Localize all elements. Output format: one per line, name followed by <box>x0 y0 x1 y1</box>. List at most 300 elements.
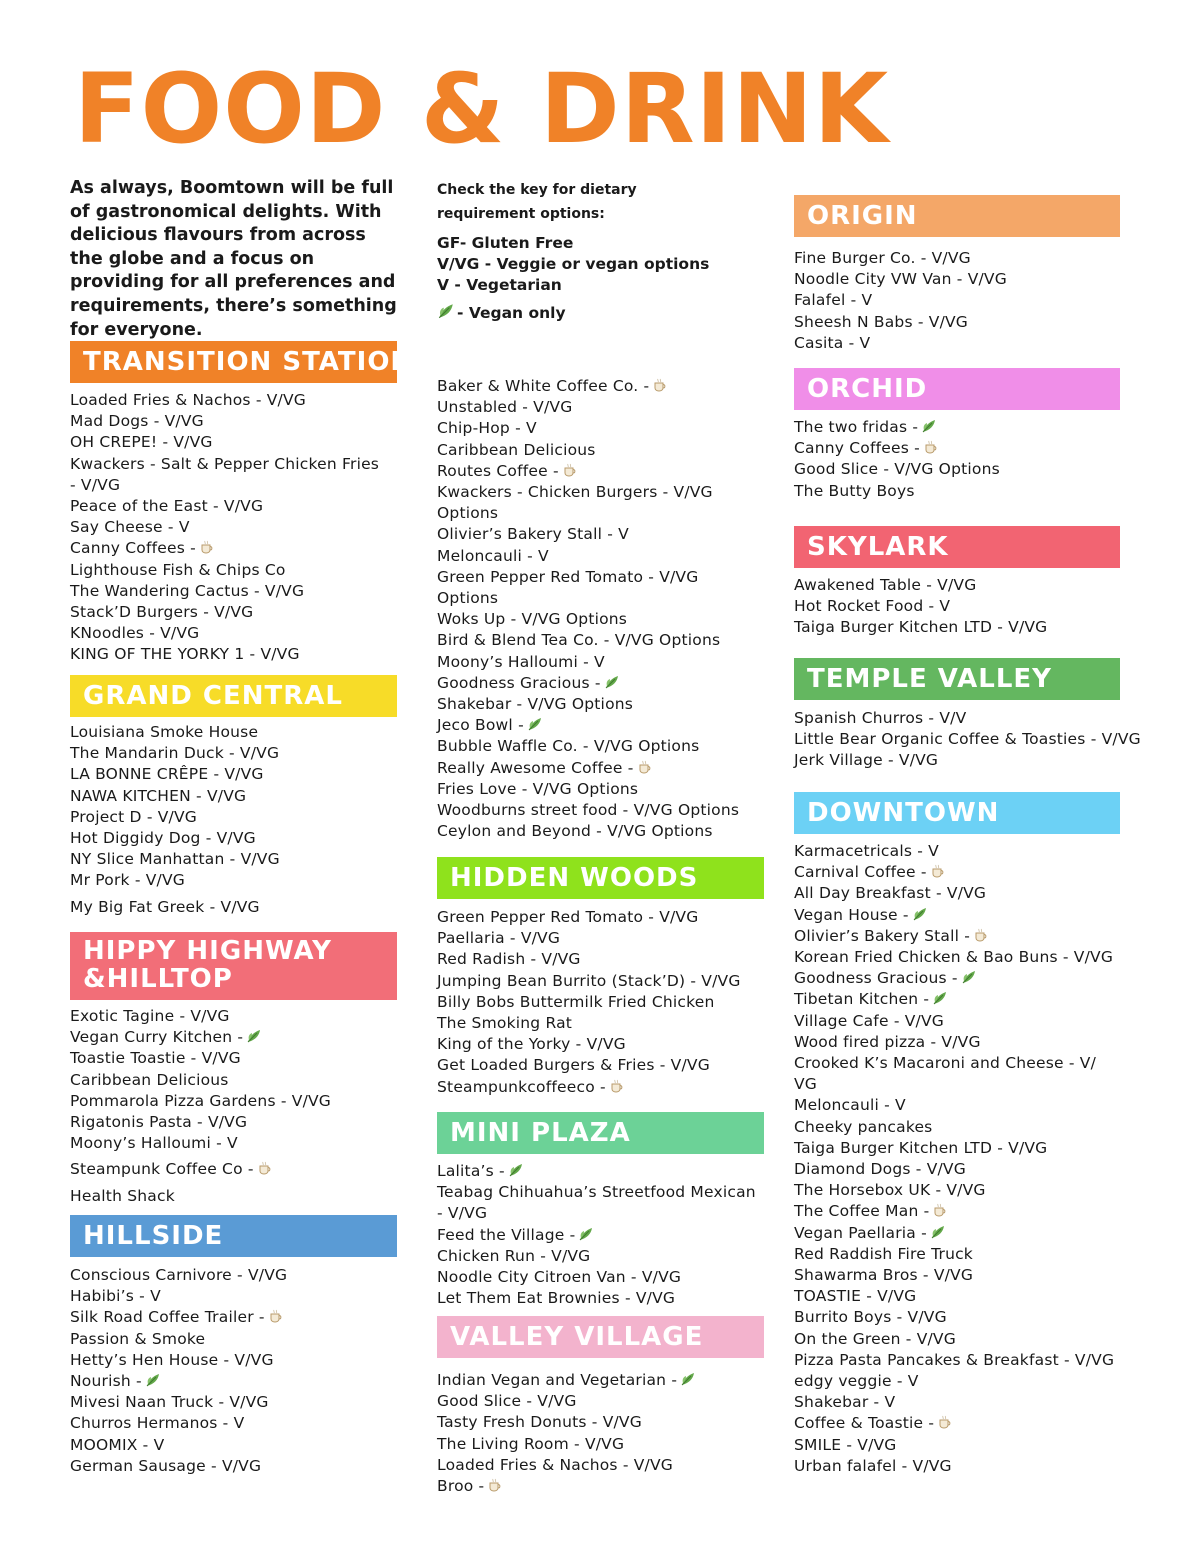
section-header-orchid: ORCHID <box>794 368 1120 410</box>
dietary-key <box>437 178 777 324</box>
list-item <box>794 1223 1114 1244</box>
list-item-label: Crooked K’s Macaroni and Cheese - V/ <box>794 1054 1096 1073</box>
list-item-label: Tibetan Kitchen - <box>794 990 930 1009</box>
section-header-hidden-woods: HIDDEN WOODS <box>437 857 764 899</box>
list-item-label: King of the Yorky - V/VG <box>437 1035 626 1054</box>
list-item-label: Woodburns street food - V/VG Options <box>437 801 740 820</box>
list-item <box>70 1027 331 1048</box>
list-item <box>794 312 1007 333</box>
list-origin <box>794 248 1007 354</box>
list-item-label: Falafel - V <box>794 291 873 310</box>
list-item-label: Meloncauli - V <box>794 1096 906 1115</box>
list-item <box>437 928 741 949</box>
key-heading <box>437 178 777 226</box>
list-item-label: Paellaria - V/VG <box>437 929 561 948</box>
list-item-label: Exotic Tagine - V/VG <box>70 1007 230 1025</box>
coffee-cup-icon <box>937 1414 953 1430</box>
list-item-label: Rigatonis Pasta - V/VG <box>70 1113 248 1132</box>
list-item <box>794 862 1114 883</box>
list-item <box>437 376 739 397</box>
coffee-cup-icon <box>609 1078 625 1094</box>
list-item <box>794 989 1114 1010</box>
list-item <box>70 1159 331 1180</box>
list-item-label: Good Slice - V/VG Options <box>794 460 1000 479</box>
list-item-label: Spanish Churros - V/V <box>794 709 967 727</box>
section-header-temple-valley: TEMPLE VALLEY <box>794 658 1120 700</box>
list-item <box>437 440 739 461</box>
list-item-label: Shakebar - V/VG Options <box>437 695 634 714</box>
list-item-label: Peace of the East - V/VG <box>70 497 264 516</box>
list-item-label: Stack’D Burgers - V/VG <box>70 603 254 622</box>
list-item-label: German Sausage - V/VG <box>70 1456 262 1475</box>
list-item <box>70 870 280 891</box>
list-item-label: Olivier’s Bakery Stall - <box>794 926 971 945</box>
list-item <box>70 390 379 411</box>
list-item <box>794 1244 1114 1265</box>
list-item-label: Lighthouse Fish & Chips Co <box>70 560 286 579</box>
list-item-label: Goodness Gracious - <box>794 969 958 988</box>
list-item-label: Pommarola Pizza Gardens - V/VG <box>70 1091 332 1110</box>
list-item-label: TOASTIE - V/VG <box>794 1287 917 1306</box>
list-item-label: Kwackers - Salt & Pepper Chicken Fries <box>70 454 380 473</box>
list-middle-top <box>437 376 739 842</box>
list-item <box>437 609 739 630</box>
list-item-label: Moony’s Halloumi - V <box>70 1134 238 1153</box>
list-item-label: Chicken Run - V/VG <box>437 1246 591 1265</box>
list-item-label: Woks Up - V/VG Options <box>437 610 628 629</box>
list-item <box>437 418 739 439</box>
list-item <box>70 743 280 764</box>
list-item-label: Lalita’s - <box>437 1162 505 1180</box>
list-item <box>70 807 280 828</box>
list-item-label: Routes Coffee - <box>437 461 559 480</box>
list-item <box>70 475 379 496</box>
list-item <box>70 1265 287 1286</box>
list-item <box>70 1091 331 1112</box>
list-item <box>437 397 739 418</box>
list-item-label: Good Slice - V/VG <box>437 1392 577 1411</box>
list-item-label: Kwackers - Chicken Burgers - V/VG <box>437 483 713 502</box>
list-item-label: Olivier’s Bakery Stall - V <box>437 525 629 544</box>
list-temple-valley <box>794 708 1141 772</box>
list-item-label: VG <box>794 1075 818 1094</box>
list-item <box>437 1182 756 1203</box>
list-item-label: Burrito Boys - V/VG <box>794 1308 947 1327</box>
list-item <box>70 644 379 665</box>
list-hillside <box>70 1265 287 1477</box>
list-item <box>70 432 379 453</box>
list-item-label: Bird & Blend Tea Co. - V/VG Options <box>437 631 721 650</box>
hippy-highway-title-line-1: HIPPY HIGHWAY <box>83 936 332 966</box>
list-item <box>70 1392 287 1413</box>
list-item-label: All Day Breakfast - V/VG <box>794 884 987 903</box>
list-item <box>437 673 739 694</box>
list-item <box>794 417 1000 438</box>
list-item-label: Louisiana Smoke House <box>70 723 259 741</box>
list-item-label: SMILE - V/VG <box>794 1435 897 1454</box>
list-item-label: Silk Road Coffee Trailer - <box>70 1308 265 1327</box>
list-item <box>437 588 739 609</box>
list-item <box>437 1055 741 1076</box>
section-header-mini-plaza: MINI PLAZA <box>437 1112 764 1154</box>
list-item <box>437 907 741 928</box>
leaf-icon <box>921 418 937 434</box>
list-item-label: Urban falafel - V/VG <box>794 1456 952 1475</box>
list-item-label: Goodness Gracious - <box>437 673 601 692</box>
list-item <box>794 575 1047 596</box>
list-item <box>794 750 1141 771</box>
list-item-label: Steampunk Coffee Co - <box>70 1160 254 1179</box>
list-item-label: Korean Fried Chicken & Bao Buns - V/VG <box>794 948 1114 967</box>
list-item-label: Really Awesome Coffee - <box>437 758 634 777</box>
list-skylark <box>794 575 1047 639</box>
list-item-label: OH CREPE! - V/VG <box>70 433 213 452</box>
section-header-valley-village: VALLEY VILLAGE <box>437 1316 764 1358</box>
list-item-label: Green Pepper Red Tomato - V/VG <box>437 567 699 586</box>
list-item-label: KING OF THE YORKY 1 - V/VG <box>70 645 300 664</box>
leaf-icon <box>246 1028 262 1044</box>
list-item <box>794 1053 1114 1074</box>
list-item <box>794 708 1141 729</box>
list-item <box>794 481 1000 502</box>
list-item-label: Moony’s Halloumi - V <box>437 652 605 671</box>
list-item <box>794 926 1114 947</box>
list-item <box>794 333 1007 354</box>
list-item <box>70 602 379 623</box>
list-item-label: Jumping Bean Burrito (Stack’D) - V/VG <box>437 971 741 990</box>
list-item <box>437 1370 696 1391</box>
list-item-label: KNoodles - V/VG <box>70 624 200 643</box>
key-heading-line-1: Check the key for dietary <box>437 182 637 198</box>
list-item <box>437 1391 696 1412</box>
list-item <box>70 1133 331 1154</box>
list-item <box>437 779 739 800</box>
coffee-cup-icon <box>923 439 939 455</box>
page-title: FOOD & DRINK <box>74 53 890 165</box>
list-orchid <box>794 417 1000 502</box>
list-item-label: Hetty’s Hen House - V/VG <box>70 1350 274 1369</box>
list-item <box>437 652 739 673</box>
list-item <box>437 1161 756 1182</box>
list-item-label: Bubble Waffle Co. - V/VG Options <box>437 737 700 756</box>
list-item-label: NAWA KITCHEN - V/VG <box>70 786 247 805</box>
list-item-label: The Coffee Man - <box>794 1202 930 1221</box>
list-item <box>70 722 280 743</box>
list-item-label: Unstabled - V/VG <box>437 398 573 417</box>
list-valley-village <box>437 1370 696 1497</box>
list-item <box>794 290 1007 311</box>
list-item <box>437 971 741 992</box>
leaf-icon <box>145 1372 161 1388</box>
list-item <box>437 992 741 1013</box>
list-item-label: The Wandering Cactus - V/VG <box>70 581 305 600</box>
list-item-label: Canny Coffees - <box>70 539 196 558</box>
list-item-label: Mad Dogs - V/VG <box>70 412 204 431</box>
list-item-label: Meloncauli - V <box>437 546 549 565</box>
list-item <box>70 1435 287 1456</box>
list-item-label: Baker & White Coffee Co. - <box>437 377 650 395</box>
list-item-label: Vegan Curry Kitchen - <box>70 1028 244 1047</box>
list-item-label: Tasty Fresh Donuts - V/VG <box>437 1413 642 1432</box>
list-item <box>794 1329 1114 1350</box>
list-item <box>437 1455 696 1476</box>
list-item-label: Feed the Village - <box>437 1225 576 1244</box>
list-item <box>794 1435 1114 1456</box>
list-item <box>794 1138 1114 1159</box>
list-item-label: Steampunkcoffeeco - <box>437 1077 606 1096</box>
list-item-label: Billy Bobs Buttermilk Fried Chicken <box>437 992 715 1011</box>
list-item-label: Taiga Burger Kitchen LTD - V/VG <box>794 618 1048 637</box>
list-item-label: Canny Coffees - <box>794 439 920 458</box>
leaf-icon <box>604 674 620 690</box>
list-item-label: - V/VG <box>70 475 121 494</box>
list-item-label: Carnival Coffee - <box>794 863 927 882</box>
list-item <box>794 1074 1114 1095</box>
list-item <box>794 269 1007 290</box>
list-item <box>794 459 1000 480</box>
section-header-skylark: SKYLARK <box>794 526 1120 568</box>
list-item <box>437 630 739 651</box>
list-item-label: Fries Love - V/VG Options <box>437 779 639 798</box>
list-item <box>794 1095 1114 1116</box>
list-item <box>437 1034 741 1055</box>
list-item-label: Loaded Fries & Nachos - V/VG <box>70 391 306 409</box>
list-item-label: The Horsebox UK - V/VG <box>794 1181 986 1200</box>
leaf-icon <box>437 302 455 320</box>
list-item <box>794 905 1114 926</box>
list-item-label: Health Shack <box>70 1186 175 1205</box>
list-item-label: Jerk Village - V/VG <box>794 751 939 770</box>
list-item <box>794 968 1114 989</box>
coffee-cup-icon <box>487 1477 503 1493</box>
section-header-grand-central: GRAND CENTRAL <box>70 675 397 717</box>
list-item-label: Karmacetricals - V <box>794 842 939 860</box>
list-item <box>794 1371 1114 1392</box>
list-item <box>437 715 739 736</box>
list-item-label: Mr Pork - V/VG <box>70 871 185 890</box>
list-item <box>70 764 280 785</box>
list-item <box>70 1070 331 1091</box>
list-item-label: Pizza Pasta Pancakes & Breakfast - V/VG <box>794 1350 1115 1369</box>
list-item <box>70 1112 331 1133</box>
list-item-label: On the Green - V/VG <box>794 1329 956 1348</box>
list-item-label: Green Pepper Red Tomato - V/VG <box>437 908 699 926</box>
list-item-label: Little Bear Organic Coffee & Toasties - V/VG <box>794 730 1141 749</box>
list-item <box>70 828 280 849</box>
list-item-label: Awakened Table - V/VG <box>794 576 977 594</box>
list-item <box>794 883 1114 904</box>
list-item <box>437 1203 756 1224</box>
list-item <box>437 1288 756 1309</box>
list-item <box>437 546 739 567</box>
intro-text: As always, Boomtown will be full of gastronomical delights. With delicious flavours from across the globe and a focus on providing for all preferences and requirements, there’s something for everyone. <box>70 178 397 340</box>
list-item-label: Options <box>437 504 499 523</box>
coffee-cup-icon <box>930 863 946 879</box>
key-vegan-label: - Vegan only <box>457 304 566 322</box>
list-item-label: Diamond Dogs - V/VG <box>794 1160 966 1179</box>
list-item-label: Hot Diggidy Dog - V/VG <box>70 829 256 848</box>
list-item <box>70 1048 331 1069</box>
key-heading-line-2: requirement options: <box>437 206 605 222</box>
coffee-cup-icon <box>652 377 668 393</box>
list-item-label: Taiga Burger Kitchen LTD - V/VG <box>794 1138 1048 1157</box>
list-item <box>437 800 739 821</box>
leaf-icon <box>932 990 948 1006</box>
list-item-label: The two fridas - <box>794 418 919 436</box>
list-item <box>794 1011 1114 1032</box>
list-item <box>794 596 1047 617</box>
leaf-icon <box>912 906 928 922</box>
list-item <box>794 1201 1114 1222</box>
list-item <box>70 623 379 644</box>
list-item-label: Noodle City VW Van - V/VG <box>794 270 1007 289</box>
list-item <box>70 1286 287 1307</box>
list-item-label: Chip-Hop - V <box>437 419 537 438</box>
section-header-hippy-highway <box>70 932 397 1000</box>
list-item-label: Nourish - <box>70 1372 142 1391</box>
list-item <box>70 1186 331 1207</box>
key-vegetarian: V - Vegetarian <box>437 276 562 294</box>
list-item <box>70 1456 287 1477</box>
key-vegan-only <box>437 302 777 324</box>
list-transition-station <box>70 390 379 666</box>
list-item-label: Red Raddish Fire Truck <box>794 1244 973 1263</box>
leaf-icon <box>961 969 977 985</box>
list-item <box>794 438 1000 459</box>
list-item-label: Caribbean Delicious <box>437 440 596 459</box>
list-item-label: - V/VG <box>437 1204 488 1223</box>
list-item-label: NY Slice Manhattan - V/VG <box>70 850 280 869</box>
list-item-label: Noodle City Citroen Van - V/VG <box>437 1268 682 1287</box>
coffee-cup-icon <box>562 462 578 478</box>
list-item <box>794 841 1114 862</box>
list-item <box>70 411 379 432</box>
list-item-label: MOOMIX - V <box>70 1435 165 1454</box>
list-item <box>70 454 379 475</box>
list-item-label: LA BONNE CRÊPE - V/VG <box>70 765 264 784</box>
list-item-label: Coffee & Toastie - <box>794 1414 935 1433</box>
list-item <box>794 1032 1114 1053</box>
list-item <box>437 821 739 842</box>
leaf-icon <box>527 716 543 732</box>
list-item <box>70 538 379 559</box>
list-item <box>437 461 739 482</box>
list-item-label: Passion & Smoke <box>70 1329 206 1348</box>
list-item-label: Cheeky pancakes <box>794 1117 933 1136</box>
list-item <box>794 617 1047 638</box>
list-item <box>70 496 379 517</box>
list-item-label: Loaded Fries & Nachos - V/VG <box>437 1455 673 1474</box>
list-item <box>437 524 739 545</box>
coffee-cup-icon <box>268 1308 284 1324</box>
list-item-label: The Mandarin Duck - V/VG <box>70 744 280 763</box>
coffee-cup-icon <box>932 1202 948 1218</box>
list-item-label: Shakebar - V <box>794 1393 896 1412</box>
list-item <box>437 1412 696 1433</box>
list-item <box>794 248 1007 269</box>
list-item-label: The Smoking Rat <box>437 1014 573 1033</box>
list-item <box>794 1413 1114 1434</box>
list-item <box>794 947 1114 968</box>
list-item <box>437 1434 696 1455</box>
leaf-icon <box>578 1226 594 1242</box>
list-item <box>437 1077 741 1098</box>
list-item <box>794 1159 1114 1180</box>
hippy-highway-title-line-2: &HILLTOP <box>83 964 233 994</box>
list-item <box>794 1117 1114 1138</box>
list-item <box>70 1350 287 1371</box>
list-item-label: Get Loaded Burgers & Fries - V/VG <box>437 1056 710 1075</box>
list-item <box>794 729 1141 750</box>
list-item <box>794 1456 1114 1477</box>
list-item <box>70 581 379 602</box>
list-item-label: Wood fired pizza - V/VG <box>794 1032 981 1051</box>
list-item-label: Shawarma Bros - V/VG <box>794 1266 974 1285</box>
list-item <box>437 1013 741 1034</box>
list-item-label: The Butty Boys <box>794 481 915 500</box>
list-item <box>70 1329 287 1350</box>
list-item <box>437 1246 756 1267</box>
list-item-label: Jeco Bowl - <box>437 716 524 735</box>
list-item-label: Let Them Eat Brownies - V/VG <box>437 1289 676 1308</box>
list-item <box>437 694 739 715</box>
list-item <box>794 1392 1114 1413</box>
list-item <box>70 897 280 918</box>
list-item-label: Teabag Chihuahua’s Streetfood Mexican <box>437 1183 756 1202</box>
list-item-label: My Big Fat Greek - V/VG <box>70 897 260 916</box>
coffee-cup-icon <box>199 539 215 555</box>
leaf-icon <box>680 1371 696 1387</box>
list-item <box>70 849 280 870</box>
list-item-label: Options <box>437 589 499 608</box>
list-item <box>437 503 739 524</box>
section-header-origin: ORIGIN <box>794 195 1120 237</box>
list-item-label: Churros Hermanos - V <box>70 1414 245 1433</box>
list-item <box>437 482 739 503</box>
list-item <box>70 517 379 538</box>
list-item-label: Broo - <box>437 1477 485 1496</box>
section-header-hillside: HILLSIDE <box>70 1215 397 1257</box>
list-item-label: The Living Room - V/VG <box>437 1434 625 1453</box>
list-mini-plaza <box>437 1161 756 1309</box>
list-item-label: Ceylon and Beyond - V/VG Options <box>437 822 713 841</box>
list-grand-central <box>70 722 280 918</box>
list-item-label: edgy veggie - V <box>794 1372 919 1391</box>
list-item <box>70 1371 287 1392</box>
section-header-downtown: DOWNTOWN <box>794 792 1120 834</box>
leaf-icon <box>508 1162 524 1178</box>
list-item-label: Project D - V/VG <box>70 807 197 826</box>
list-item-label: Indian Vegan and Vegetarian - <box>437 1371 678 1389</box>
list-item <box>437 736 739 757</box>
list-item-label: Toastie Toastie - V/VG <box>70 1049 241 1068</box>
list-item <box>70 560 379 581</box>
list-item-label: Conscious Carnivore - V/VG <box>70 1266 288 1284</box>
key-veggie-vegan: V/VG - Veggie or vegan options <box>437 255 710 273</box>
leaf-icon <box>930 1224 946 1240</box>
list-item-label: Hot Rocket Food - V <box>794 597 951 616</box>
list-item <box>437 758 739 779</box>
list-item-label: Say Cheese - V <box>70 518 190 537</box>
list-item <box>794 1180 1114 1201</box>
list-item <box>794 1350 1114 1371</box>
list-item <box>437 1476 696 1497</box>
coffee-cup-icon <box>637 759 653 775</box>
list-hippy-highway <box>70 1006 331 1207</box>
list-item-label: Mivesi Naan Truck - V/VG <box>70 1393 269 1412</box>
key-gluten-free: GF- Gluten Free <box>437 234 574 252</box>
list-item-label: Village Cafe - V/VG <box>794 1011 944 1030</box>
